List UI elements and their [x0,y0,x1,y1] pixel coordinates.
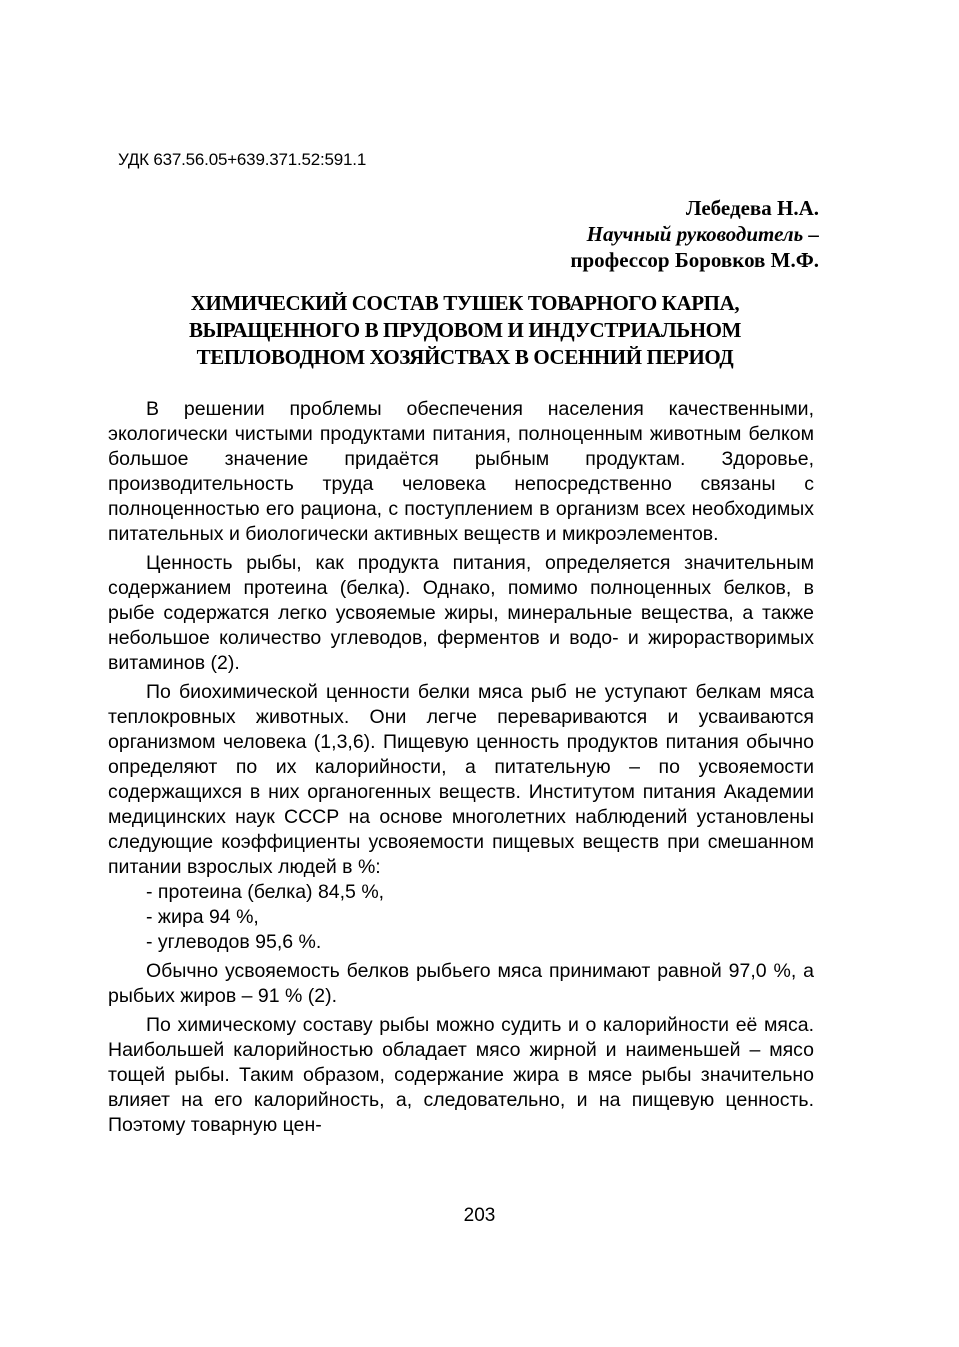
paragraph-3: По биохимической ценности белки мяса рыб не уступают белкам мяса теплокровных животных. Они легче перевариваются и усваиваются организмом человека (1,3,6). Пищевую ценность продуктов питания обычно определяют по их калорийности, а питательную – по усвояемости содержащихся в них органогенных веществ. Институтом питания Академии медицинских наук СССР на основе многолетних наблюдений установлены следующие коэффициенты усвояемости пищевых веществ при смешанном питании взрослых людей в %: [108,681,814,878]
author-name: Лебедева Н.А. [685,196,819,220]
author-block [570,195,819,273]
title-line-2: ВЫРАЩЕННОГО В ПРУДОВОМ И ИНДУСТРИАЛЬНОМ [188,318,742,342]
list-item-protein: - протеина (белка) 84,5 %, [146,881,385,903]
title-line-3: ТЕПЛОВОДНОМ ХОЗЯЙСТВАХ В ОСЕННИЙ ПЕРИОД [196,345,734,369]
page-number: 203 [463,1205,496,1226]
article-title [100,290,830,371]
article-body [108,397,814,1142]
udk-code: УДК 637.56.05+639.371.52:591.1 [118,150,367,169]
paragraph-1: В решении проблемы обеспечения населения качественными, экологически чистыми продуктами питания, полноценным животным белком большое значение придаётся рыбным продуктам. Здоровье, производительность труда человека непосредственно связаны с полноценностью его рациона, с поступлением в организм всех необходимых питательных и биологически активных веществ и микроэлементов. [108,398,814,545]
supervisor-name: профессор Боровков М.Ф. [570,248,819,272]
list-item-carbs: - углеводов 95,6 %. [146,931,322,953]
paragraph-4: Обычно усвояемость белков рыбьего мяса принимают равной 97,0 %, а рыбьих жиров – 91 % (2). [108,960,814,1007]
paragraph-2: Ценность рыбы, как продукта питания, определяется значительным содержанием протеина (белка). Однако, помимо полноценных белков, в рыбе содержатся легко усвояемые жиры, минеральные вещества, а также небольшое количество углеводов, ферментов и водо- и жирорастворимых витаминов (2). [108,552,814,674]
list-item-fat: - жира 94 %, [146,906,259,928]
supervisor-role: Научный руководитель – [586,222,819,246]
paragraph-5: По химическому составу рыбы можно судить и о калорийности её мяса. Наибольшей калорийностью обладает мясо жирной и наименьшей – мясо тощей рыбы. Таким образом, содержание жира в мясе рыбы значительно влияет на его калорийность, а, следовательно, и на пищевую ценность. Поэтому товарную цен- [108,1014,814,1136]
title-line-1: ХИМИЧЕСКИЙ СОСТАВ ТУШЕК ТОВАРНОГО КАРПА, [190,291,740,315]
